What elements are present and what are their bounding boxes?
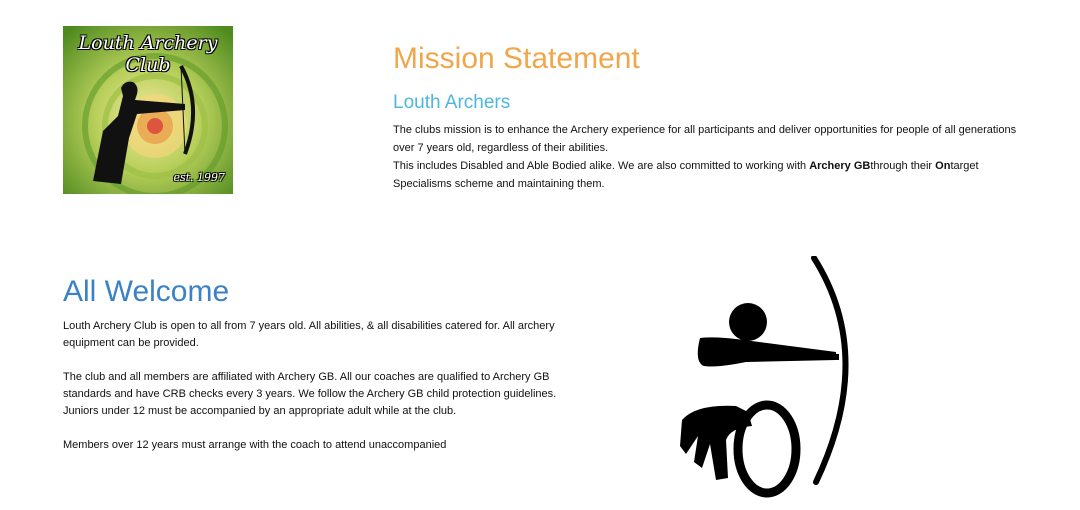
logo-established: est. 1997	[173, 171, 225, 184]
welcome-paragraph-2: The club and all members are affiliated with Archery GB. All our coaches are qualified to Archery GB standards and have CRB checks every 3 years. We follow the Archery GB child protection guidelines. Juniors under 12 must be accompanied by an appropriate adult while at the club.	[63, 371, 557, 417]
mission-text-3: through their	[870, 160, 936, 172]
logo-title-line1: Louth Archery	[78, 32, 218, 54]
mission-bold-archery-gb: Archery GB	[809, 160, 871, 172]
mission-section	[393, 40, 1033, 193]
mission-bold-on: On	[935, 160, 951, 172]
welcome-title: All Welcome	[63, 275, 230, 308]
mission-text-2: This includes Disabled and Able Bodied alike. We are also committed to working with	[393, 160, 810, 172]
mission-title: Mission Statement	[393, 42, 640, 75]
welcome-paragraph-3: Members over 12 years must arrange with the coach to attend unaccompanied	[63, 439, 447, 451]
welcome-section	[63, 272, 593, 454]
club-logo	[63, 26, 233, 194]
welcome-paragraph-1: Louth Archery Club is open to all from 7 years old. All abilities, & all disabilities catered for. All archery equipment can be provided.	[63, 320, 555, 349]
mission-paragraph	[393, 121, 1033, 193]
logo-title-line2: Club	[125, 54, 171, 76]
mission-text-4: target Specialisms scheme and maintaining them.	[393, 160, 979, 190]
mission-text-1: The clubs mission is to enhance the Archery experience for all participants and deliver opportunities for people of all generations over 7 years old, regardless of their abilities.	[393, 124, 1017, 154]
wheelchair-archer-icon	[676, 256, 866, 500]
mission-subtitle: Louth Archers	[393, 92, 511, 113]
logo-title	[63, 32, 233, 76]
